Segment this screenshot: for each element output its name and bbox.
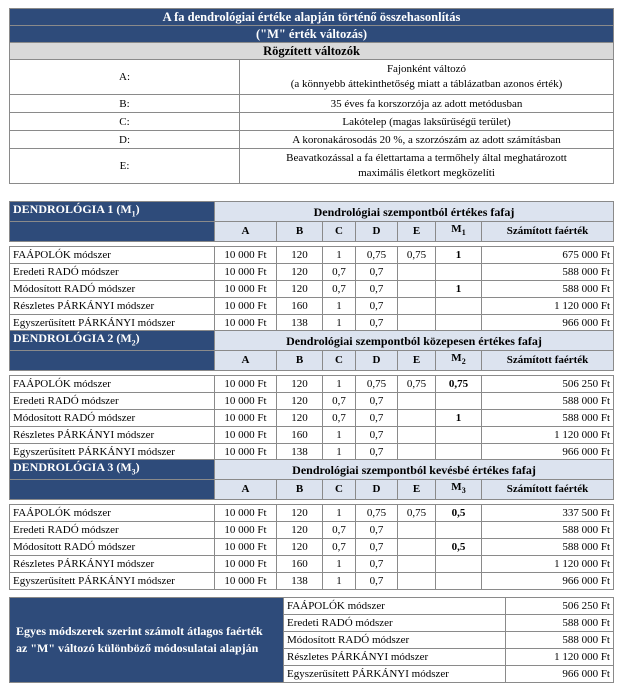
section-title: Dendrológiai szempontból értékes fafaj — [215, 202, 614, 222]
table-row — [10, 504, 614, 521]
table-row — [10, 246, 614, 263]
table-row — [10, 314, 614, 331]
var-row — [10, 131, 614, 149]
section-name: DENDROLÓGIA 1 $(M_1)$ — [10, 202, 215, 222]
cell-c: 1 — [323, 375, 356, 392]
col-header-a: A — [215, 351, 277, 370]
cell-value: 966 000 Ft — [482, 443, 614, 460]
cell-e — [398, 555, 436, 572]
summary-method: FAÁPOLÓK módszer — [284, 598, 506, 615]
summary-value: 588 000 Ft — [506, 615, 614, 632]
method-name: Eredeti RADÓ módszer — [10, 392, 215, 409]
col-header-c: C — [323, 351, 356, 370]
method-name: Módosított RADÓ módszer — [10, 538, 215, 555]
cell-d: 0,7 — [356, 297, 398, 314]
cell-b: 138 — [277, 572, 323, 589]
cell-value: 588 000 Ft — [482, 392, 614, 409]
cell-value: 506 250 Ft — [482, 375, 614, 392]
cell-c: 1 — [323, 504, 356, 521]
cell-c: 1 — [323, 314, 356, 331]
cell-m — [436, 521, 482, 538]
col-header-value: Számított faérték — [482, 351, 614, 370]
var-desc: Fajonként változó (a könnyebb áttekinthetőség miatt a táblázatban azonos érték) — [240, 60, 614, 95]
method-name: Részletes PÁRKÁNYI módszer — [10, 297, 215, 314]
cell-value: 966 000 Ft — [482, 572, 614, 589]
cell-d: 0,7 — [356, 409, 398, 426]
var-desc: A koronakárosodás 20 %, a szorzószám az adott számításban — [240, 131, 614, 149]
summary-value: 1 120 000 Ft — [506, 649, 614, 666]
cell-d: 0,75 — [356, 375, 398, 392]
table-row — [10, 409, 614, 426]
cell-m — [436, 572, 482, 589]
cell-m — [436, 443, 482, 460]
cell-value: 588 000 Ft — [482, 521, 614, 538]
cell-value: 1 120 000 Ft — [482, 297, 614, 314]
cell-e — [398, 538, 436, 555]
table-row — [10, 375, 614, 392]
cell-e — [398, 409, 436, 426]
cell-e — [398, 572, 436, 589]
col-header-d: D — [356, 480, 398, 499]
cell-b: 120 — [277, 392, 323, 409]
cell-a: 10 000 Ft — [215, 504, 277, 521]
cell-m — [436, 426, 482, 443]
cell-b: 138 — [277, 314, 323, 331]
table-row — [10, 443, 614, 460]
fixed-variables-table — [9, 8, 614, 184]
summary-method: Eredeti RADÓ módszer — [284, 615, 506, 632]
cell-b: 120 — [277, 375, 323, 392]
cell-b: 120 — [277, 280, 323, 297]
cell-d: 0,7 — [356, 426, 398, 443]
cell-value: 1 120 000 Ft — [482, 555, 614, 572]
method-name: Egyszerűsített PÁRKÁNYI módszer — [10, 572, 215, 589]
method-name: Eredeti RADÓ módszer — [10, 263, 215, 280]
cell-d: 0,7 — [356, 443, 398, 460]
cell-e — [398, 297, 436, 314]
cell-e: 0,75 — [398, 375, 436, 392]
cell-e — [398, 443, 436, 460]
col-header-e: E — [398, 222, 436, 241]
cell-d: 0,75 — [356, 246, 398, 263]
summary-label: Egyes módszerek szerint számolt átlagos faérték az "M" változó különböző módosulatai alapján — [10, 598, 284, 683]
cell-c: 0,7 — [323, 392, 356, 409]
cell-m — [436, 392, 482, 409]
cell-e: 0,75 — [398, 246, 436, 263]
cell-a: 10 000 Ft — [215, 538, 277, 555]
var-desc: 35 éves fa korszorzója az adott metódusban — [240, 95, 614, 113]
cell-d: 0,7 — [356, 555, 398, 572]
cell-b: 160 — [277, 555, 323, 572]
cell-value: 588 000 Ft — [482, 538, 614, 555]
cell-a: 10 000 Ft — [215, 521, 277, 538]
table-row — [10, 555, 614, 572]
table-row — [10, 392, 614, 409]
cell-c: 1 — [323, 246, 356, 263]
var-desc: Lakótelep (magas laksűrűségű terület) — [240, 113, 614, 131]
cell-a: 10 000 Ft — [215, 555, 277, 572]
cell-e: 0,75 — [398, 504, 436, 521]
cell-b: 120 — [277, 538, 323, 555]
table-row — [10, 297, 614, 314]
summary-value: 966 000 Ft — [506, 666, 614, 683]
cell-b: 120 — [277, 263, 323, 280]
section-header-spacer — [10, 480, 215, 499]
cell-a: 10 000 Ft — [215, 375, 277, 392]
section-title: Dendrológiai szempontból kevésbé értékes fafaj — [215, 460, 614, 480]
cell-a: 10 000 Ft — [215, 392, 277, 409]
var-key: D: — [10, 131, 240, 149]
summary-method: Módosított RADÓ módszer — [284, 632, 506, 649]
section-header-spacer — [10, 351, 215, 370]
cell-a: 10 000 Ft — [215, 263, 277, 280]
cell-m: 1 — [436, 409, 482, 426]
cell-c: 0,7 — [323, 263, 356, 280]
method-name: FAÁPOLÓK módszer — [10, 375, 215, 392]
fixed-vars-label: Rögzített változók — [10, 43, 614, 60]
cell-m — [436, 555, 482, 572]
cell-b: 160 — [277, 426, 323, 443]
col-header-value: Számított faérték — [482, 222, 614, 241]
col-header-m: $M_3$ — [436, 480, 482, 499]
col-header-a: A — [215, 222, 277, 241]
page-subtitle: ("M" érték változás) — [10, 26, 614, 43]
table-row — [10, 426, 614, 443]
cell-m — [436, 297, 482, 314]
cell-b: 120 — [277, 246, 323, 263]
cell-a: 10 000 Ft — [215, 409, 277, 426]
summary-table — [9, 597, 614, 683]
table-row — [10, 572, 614, 589]
cell-e — [398, 521, 436, 538]
section-title: Dendrológiai szempontból közepesen értékes fafaj — [215, 331, 614, 351]
method-name: Egyszerűsített PÁRKÁNYI módszer — [10, 314, 215, 331]
cell-c: 0,7 — [323, 538, 356, 555]
cell-b: 120 — [277, 521, 323, 538]
cell-m — [436, 314, 482, 331]
cell-e — [398, 280, 436, 297]
col-header-c: C — [323, 480, 356, 499]
var-row — [10, 149, 614, 184]
var-key: A: — [10, 60, 240, 95]
cell-value: 966 000 Ft — [482, 314, 614, 331]
method-name: Módosított RADÓ módszer — [10, 409, 215, 426]
method-name: Egyszerűsített PÁRKÁNYI módszer — [10, 443, 215, 460]
summary-method: Egyszerűsített PÁRKÁNYI módszer — [284, 666, 506, 683]
col-header-d: D — [356, 222, 398, 241]
cell-c: 1 — [323, 555, 356, 572]
cell-b: 120 — [277, 409, 323, 426]
col-header-value: Számított faérték — [482, 480, 614, 499]
var-row — [10, 95, 614, 113]
cell-m — [436, 263, 482, 280]
cell-a: 10 000 Ft — [215, 280, 277, 297]
cell-a: 10 000 Ft — [215, 443, 277, 460]
cell-c: 0,7 — [323, 409, 356, 426]
cell-value: 588 000 Ft — [482, 280, 614, 297]
col-header-d: D — [356, 351, 398, 370]
page-title: A fa dendrológiai értéke alapján történő összehasonlítás — [10, 9, 614, 26]
cell-m: 1 — [436, 246, 482, 263]
dendrology-section-3 — [9, 459, 614, 590]
cell-value: 588 000 Ft — [482, 263, 614, 280]
cell-value: 675 000 Ft — [482, 246, 614, 263]
col-header-m: $M_2$ — [436, 351, 482, 370]
col-header-b: B — [277, 351, 323, 370]
table-row — [10, 263, 614, 280]
cell-d: 0,7 — [356, 263, 398, 280]
cell-value: 337 500 Ft — [482, 504, 614, 521]
cell-value: 1 120 000 Ft — [482, 426, 614, 443]
var-desc: Beavatkozással a fa élettartama a termőhely által meghatározott maximális életkort megközelíti — [240, 149, 614, 184]
summary-value: 588 000 Ft — [506, 632, 614, 649]
cell-b: 160 — [277, 297, 323, 314]
method-name: FAÁPOLÓK módszer — [10, 504, 215, 521]
col-header-a: A — [215, 480, 277, 499]
dendrology-section-1 — [9, 201, 614, 332]
section-header-spacer — [10, 222, 215, 241]
var-key: B: — [10, 95, 240, 113]
cell-e — [398, 392, 436, 409]
cell-b: 138 — [277, 443, 323, 460]
cell-value: 588 000 Ft — [482, 409, 614, 426]
cell-d: 0,7 — [356, 538, 398, 555]
cell-m: 0,5 — [436, 504, 482, 521]
col-header-e: E — [398, 351, 436, 370]
cell-e — [398, 426, 436, 443]
col-header-m: $M_1$ — [436, 222, 482, 241]
var-row — [10, 113, 614, 131]
method-name: Eredeti RADÓ módszer — [10, 521, 215, 538]
col-header-b: B — [277, 222, 323, 241]
cell-a: 10 000 Ft — [215, 572, 277, 589]
cell-a: 10 000 Ft — [215, 426, 277, 443]
method-name: Részletes PÁRKÁNYI módszer — [10, 426, 215, 443]
table-row — [10, 538, 614, 555]
cell-d: 0,7 — [356, 521, 398, 538]
var-key: E: — [10, 149, 240, 184]
cell-d: 0,7 — [356, 572, 398, 589]
cell-e — [398, 314, 436, 331]
cell-a: 10 000 Ft — [215, 314, 277, 331]
col-header-b: B — [277, 480, 323, 499]
summary-method: Részletes PÁRKÁNYI módszer — [284, 649, 506, 666]
cell-c: 0,7 — [323, 521, 356, 538]
cell-c: 1 — [323, 426, 356, 443]
cell-a: 10 000 Ft — [215, 297, 277, 314]
col-header-e: E — [398, 480, 436, 499]
method-name: FAÁPOLÓK módszer — [10, 246, 215, 263]
section-name: DENDROLÓGIA 2 $(M_2)$ — [10, 331, 215, 351]
cell-d: 0,7 — [356, 392, 398, 409]
table-row — [10, 521, 614, 538]
cell-c: 0,7 — [323, 280, 356, 297]
cell-b: 120 — [277, 504, 323, 521]
cell-m: 0,5 — [436, 538, 482, 555]
col-header-c: C — [323, 222, 356, 241]
cell-m: 1 — [436, 280, 482, 297]
cell-d: 0,7 — [356, 314, 398, 331]
section-name: DENDROLÓGIA 3 $(M_3)$ — [10, 460, 215, 480]
method-name: Módosított RADÓ módszer — [10, 280, 215, 297]
dendrology-section-2 — [9, 330, 614, 461]
cell-c: 1 — [323, 572, 356, 589]
table-row — [10, 280, 614, 297]
cell-a: 10 000 Ft — [215, 246, 277, 263]
cell-d: 0,75 — [356, 504, 398, 521]
method-name: Részletes PÁRKÁNYI módszer — [10, 555, 215, 572]
cell-m: 0,75 — [436, 375, 482, 392]
cell-c: 1 — [323, 443, 356, 460]
summary-value: 506 250 Ft — [506, 598, 614, 615]
cell-e — [398, 263, 436, 280]
cell-c: 1 — [323, 297, 356, 314]
var-row — [10, 60, 614, 95]
cell-d: 0,7 — [356, 280, 398, 297]
summary-row — [10, 598, 614, 615]
var-key: C: — [10, 113, 240, 131]
